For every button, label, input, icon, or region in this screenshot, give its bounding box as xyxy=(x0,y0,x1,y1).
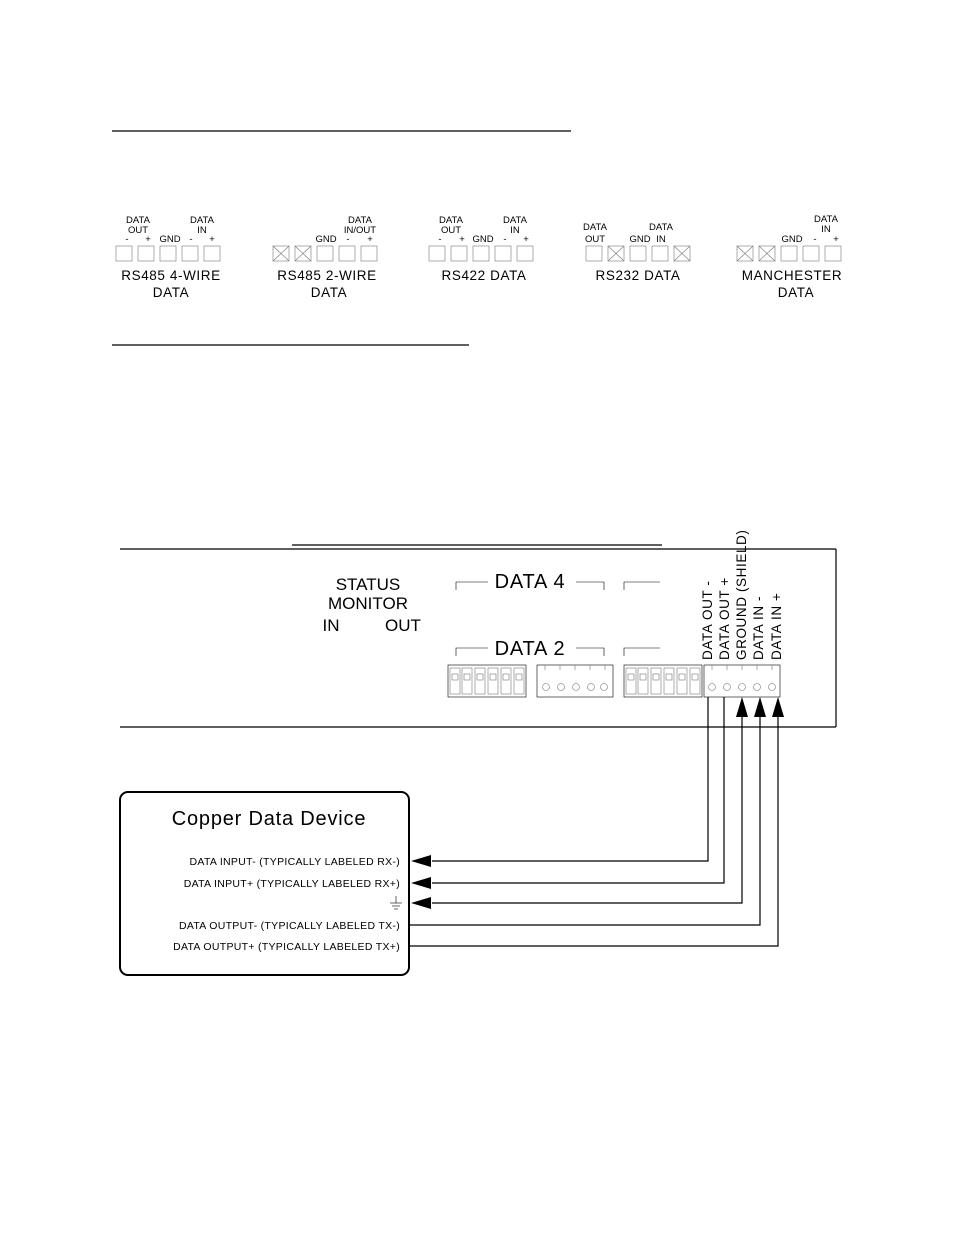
data4-label: DATA 4 xyxy=(494,571,566,593)
arrow-icon xyxy=(411,897,431,909)
pin-label: GND xyxy=(159,234,181,245)
pin-label: + xyxy=(209,234,215,245)
status-in-label: IN xyxy=(322,616,340,635)
pin-label: GND xyxy=(315,234,337,245)
terminal-label-data-out-minus: DATA OUT - xyxy=(700,580,715,660)
arrow-icon xyxy=(754,697,766,717)
device-signal-rx-plus: DATA INPUT+ (TYPICALLY LABELED RX+) xyxy=(183,878,400,890)
pin-label: - xyxy=(438,234,442,245)
connector-title: RS422 DATA xyxy=(441,268,527,283)
connector-rs485-4wire xyxy=(116,215,221,300)
device-title: Copper Data Device xyxy=(171,808,367,830)
connector-manchester xyxy=(737,214,842,300)
pin-label: GND xyxy=(781,234,803,245)
terminal-block-data2 xyxy=(537,665,613,697)
arrow-icon xyxy=(411,855,431,867)
pin-label: - xyxy=(813,234,817,245)
pin-label: + xyxy=(523,234,529,245)
pin-label: DATA xyxy=(649,222,673,233)
pin-label: - xyxy=(346,234,350,245)
wiring xyxy=(409,697,784,946)
dip-switch-bank-1 xyxy=(448,665,526,697)
arrow-icon xyxy=(772,697,784,717)
connector-title: MANCHESTER xyxy=(741,268,843,283)
pin-label: DATA xyxy=(503,215,527,226)
pin-label: - xyxy=(189,234,193,245)
terminal-label-data-in-plus: DATA IN + xyxy=(769,592,784,660)
pin-label: IN xyxy=(821,224,831,235)
connector-rs232 xyxy=(583,222,690,283)
pin-label: OUT xyxy=(127,225,149,236)
connector-title: DATA xyxy=(152,285,190,300)
connector-title: RS232 DATA xyxy=(595,268,681,283)
pin-label: IN/OUT xyxy=(343,225,377,236)
pin-label: - xyxy=(503,234,507,245)
dip-switch-bank-2 xyxy=(624,665,702,697)
connector-title: RS485 2-WIRE xyxy=(277,268,377,283)
ground-icon xyxy=(390,896,402,909)
copper-data-device xyxy=(120,792,409,975)
device-signal-tx-plus: DATA OUTPUT+ (TYPICALLY LABELED TX+) xyxy=(173,941,400,953)
pin-label: IN xyxy=(510,225,520,236)
pin-label: + xyxy=(367,234,373,245)
pin-label: IN xyxy=(197,225,207,236)
arrow-icon xyxy=(411,877,431,889)
device-signal-tx-minus: DATA OUTPUT- (TYPICALLY LABELED TX-) xyxy=(178,920,400,932)
arrow-icon xyxy=(736,697,748,717)
pin-label: DATA xyxy=(190,215,214,226)
pin-label: DATA xyxy=(348,215,372,226)
terminal-label-data-out-plus: DATA OUT + xyxy=(717,577,732,660)
terminal-block-wired xyxy=(704,665,780,697)
pin-label: + xyxy=(145,234,151,245)
pin-label: DATA xyxy=(126,215,150,226)
connector-rs422 xyxy=(429,215,533,283)
device-signal-rx-minus: DATA INPUT- (TYPICALLY LABELED RX-) xyxy=(189,856,400,868)
status-monitor-label: MONITOR xyxy=(328,594,408,613)
pin-label: DATA xyxy=(583,222,607,233)
pin-label: GND xyxy=(472,234,494,245)
pin-label: + xyxy=(459,234,465,245)
pin-label: DATA xyxy=(814,214,838,225)
pin-label: DATA xyxy=(439,215,463,226)
status-monitor-label: STATUS xyxy=(335,575,401,594)
pin-label: OUT xyxy=(440,225,462,236)
pin-label: GND xyxy=(629,234,651,245)
connector-title: DATA xyxy=(310,285,348,300)
terminal-label-data-in-minus: DATA IN - xyxy=(751,595,766,660)
connector-rs485-2wire xyxy=(273,215,377,300)
connector-title: DATA xyxy=(777,285,815,300)
rear-panel xyxy=(120,529,836,727)
pin-label: OUT xyxy=(584,234,606,245)
connector-title: RS485 4-WIRE xyxy=(121,268,221,283)
terminal-label-ground-shield: GROUND (SHIELD) xyxy=(734,529,749,660)
status-out-label: OUT xyxy=(385,616,421,635)
pin-label: IN xyxy=(656,234,666,245)
pin-label: - xyxy=(125,234,129,245)
data2-label: DATA 2 xyxy=(494,638,566,660)
pin-label: + xyxy=(833,234,839,245)
